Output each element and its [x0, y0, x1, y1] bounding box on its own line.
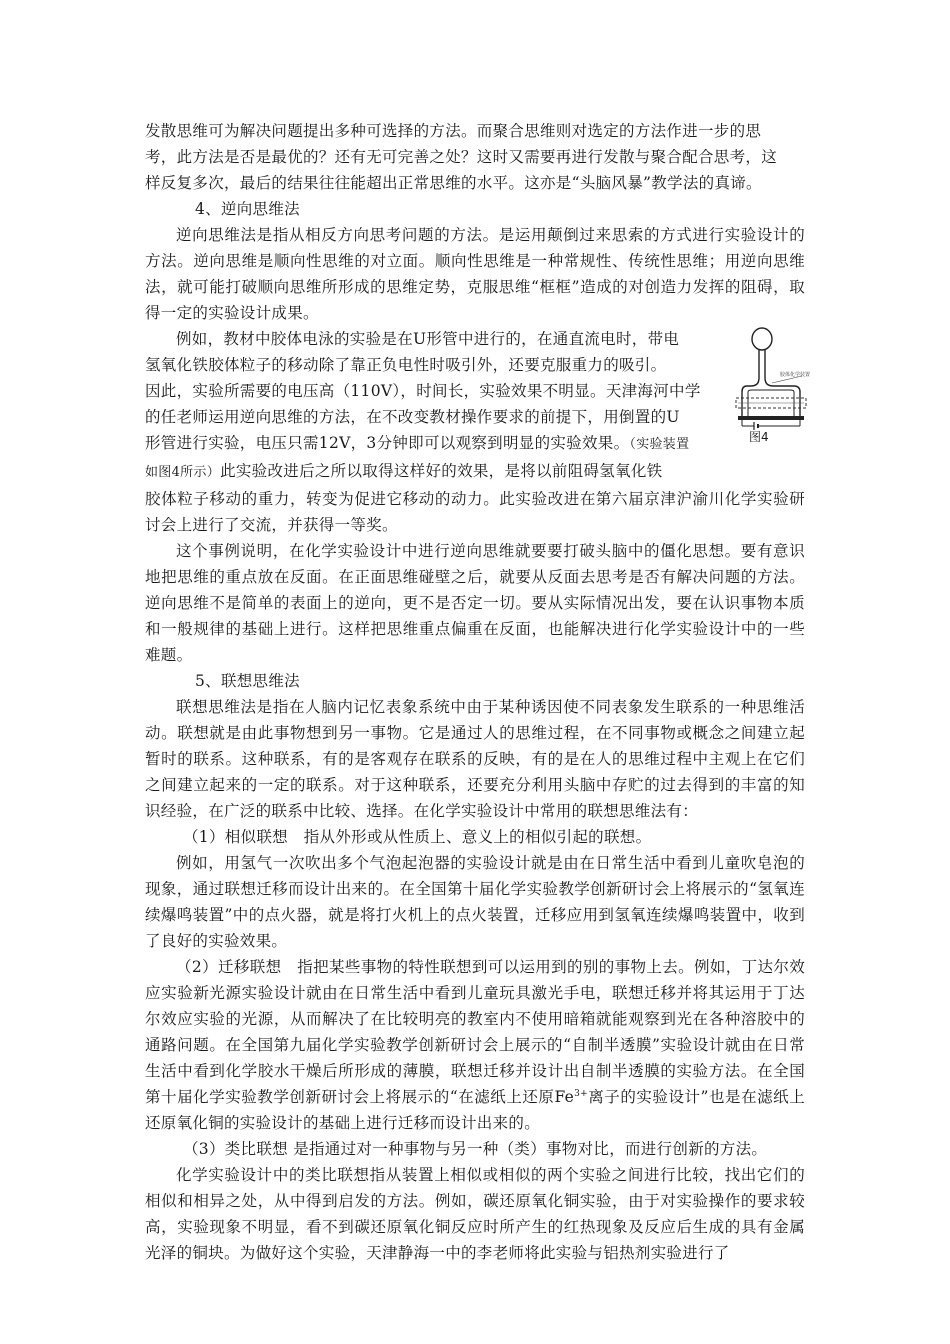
transfer-text-b: 离子的实验设计”也是在滤纸上还原氧化铜的实验设计的基础上进行迁移而设计出来的。	[145, 1088, 806, 1132]
section-heading-4: 4、逆向思维法	[195, 200, 300, 218]
paragraph-association-thinking: 联想思维法是指在人脑内记忆表象系统中由于某种诱因使不同表象发生联系的一种思维活动。联想就是由此事物想到另一事物。它是通过人的思维过程，在不同事物或概念之间建立起暂时的联系。这种联系，有的是客观存在联系的反映，有的是在人的思维过程中主观上在它们之间建立起来的一定的联系。对于这种联系，还要充分利用头脑中存贮的过去得到的丰富的知识经验，在广泛的联系中比较、选择。在化学实验设计中常用的联想思维法有：	[145, 698, 805, 820]
paragraph-1-line-2: 考，此方法是否是最优的？还有无可完善之处？这时又需要再进行发散与聚合配合思考，这	[145, 148, 778, 166]
fe-charge-superscript: 3+	[574, 1088, 589, 1099]
section-heading-5: 5、联想思维法	[195, 672, 300, 690]
transfer-text-a: （2）迁移联想 指把某些事物的特性联想到可以运用到的别的事物上去。例如，丁达尔效应实验新光源实验设计就由在日常生活中看到儿童玩具激光手电，联想迁移并将其运用于丁达尔效应实验的光源，从而解决了在比较明亮的教室内不使用暗箱就能观察到光在各种溶胶中的通路问题。在全国第九届化学实验教学创新研讨会上展示的“自制半透膜”实验设计就由在日常生活中看到化学胶水干燥后所形成的薄膜，联想迁移并设计出自制半透膜的实验方法。在全国第十届化学实验教学创新研讨会上将展示的“在滤纸上还原Fe	[145, 958, 805, 1106]
paragraph-reverse-thinking: 逆向思维法是指从相反方向思考问题的方法。是运用颠倒过来思索的方式进行实验设计的方法。逆向思维是顺向性思维的对立面。顺向性思维是一种常规性、传统性思维；用逆向思维法，就可能打破顺向思维所形成的思维定势，克服思维“框框”造成的对创造力发挥的阻碍，取得一定的实验设计成果。	[145, 226, 805, 322]
paragraph-analogy-example: 化学实验设计中的类比联想指从装置上相似或相似的两个实验之间进行比较，找出它们的相似和相异之处，从中得到启发的方法。例如，碳还原氧化铜实验，由于对实验操作的要求较高，实验现象不明显，看不到碳还原氧化铜反应时所产生的红热现象及反应后生成的具有金属光泽的铜块。为做好这个实验，天津静海一中的李老师将此实验与铝热剂实验进行了	[145, 1166, 805, 1262]
paragraph-electrophoresis-rest: 胶体粒子移动的重力，转变为促进它移动的动力。此实验改进在第六届京津沪渝川化学实验研讨会上进行了交流，并获得一等奖。	[145, 490, 805, 534]
figure-label-text: 胶体化学装置	[780, 372, 810, 378]
right-tube-outer	[765, 350, 800, 416]
paragraph-1-line-3: 样反复多次，最后的结果往往能超出正常思维的水平。这亦是“头脑风暴”教学法的真谛。	[145, 174, 762, 192]
paragraph-1-line-1: 发散思维可为解决问题提出多种可选择的方法。而聚合思维则对选定的方法作进一步的思	[145, 122, 762, 140]
subheading-analogy: （3）类比联想 是指通过对一种事物与另一种（类）事物对比，而进行创新的方法。	[183, 1140, 768, 1158]
inverted-u-tube-figure	[732, 326, 810, 448]
subheading-similarity: （1）相似联想 指从外形或从性质上、意义上的相似引起的联想。	[183, 828, 652, 846]
wrap-line-2: 氢氧化铁胶体粒子的移动除了靠正负电性时吸引外，还要克服重力的吸引。	[145, 356, 667, 374]
wrap-line-1: 例如，教材中胶体电泳的实验是在U形管中进行的，在通直流电时，带电	[176, 330, 680, 348]
base-bar	[738, 416, 804, 420]
wrap-line-5	[145, 430, 705, 458]
wrap-line-6-note: 如图4所示）	[145, 465, 221, 480]
paragraph-electrophoresis-wrapped	[145, 326, 705, 486]
wrap-line-6-main: 此实验改进后之所以取得这样好的效果，是将以前阻碍氢氧化铁	[220, 462, 663, 480]
left-tube-outer	[742, 350, 759, 416]
wrap-line-5-main: 形管进行实验，电压只需12V，3分钟即可以观察到明显的实验效果。	[145, 434, 630, 452]
text-body	[145, 118, 805, 1266]
figure-caption: 图4	[749, 430, 769, 444]
wrap-line-3: 因此，实验所需要的电压高（110V），时间长，实验效果不明显。天津海河中学	[145, 382, 701, 400]
paragraph-example-explanation: 这个事例说明，在化学实验设计中进行逆向思维就要要打破头脑中的僵化思想。要有意识地把思维的重点放在反面。在正面思维碰壁之后，就要从反面去思考是否有解决问题的方法。逆向思维不是简单的表面上的逆向，更不是否定一切。要从实际情况出发，要在认识事物本质和一般规律的基础上进行。这样把思维重点偏重在反面，也能解决进行化学实验设计中的一些难题。	[145, 542, 805, 664]
paragraph-transfer-association	[145, 954, 805, 1136]
wrap-line-6	[145, 458, 705, 486]
bulb-shape	[752, 328, 772, 350]
wrap-line-5-note: （实验装置	[629, 437, 690, 452]
wrap-line-4: 的任老师运用逆向思维的方法，在不改变教材操作要求的前提下，用倒置的U	[145, 408, 680, 426]
paragraph-similarity-example: 例如，用氢气一次吹出多个气泡起泡器的实验设计就是由在日常生活中看到儿童吹皂泡的现象，通过联想迁移而设计出来的。在全国第十届化学实验教学创新研讨会上将展示的“氢氧连续爆鸣装置”中的点火器，就是将打火机上的点火装置，迁移应用到氢氧连续爆鸣装置中，收到了良好的实验效果。	[145, 854, 805, 950]
